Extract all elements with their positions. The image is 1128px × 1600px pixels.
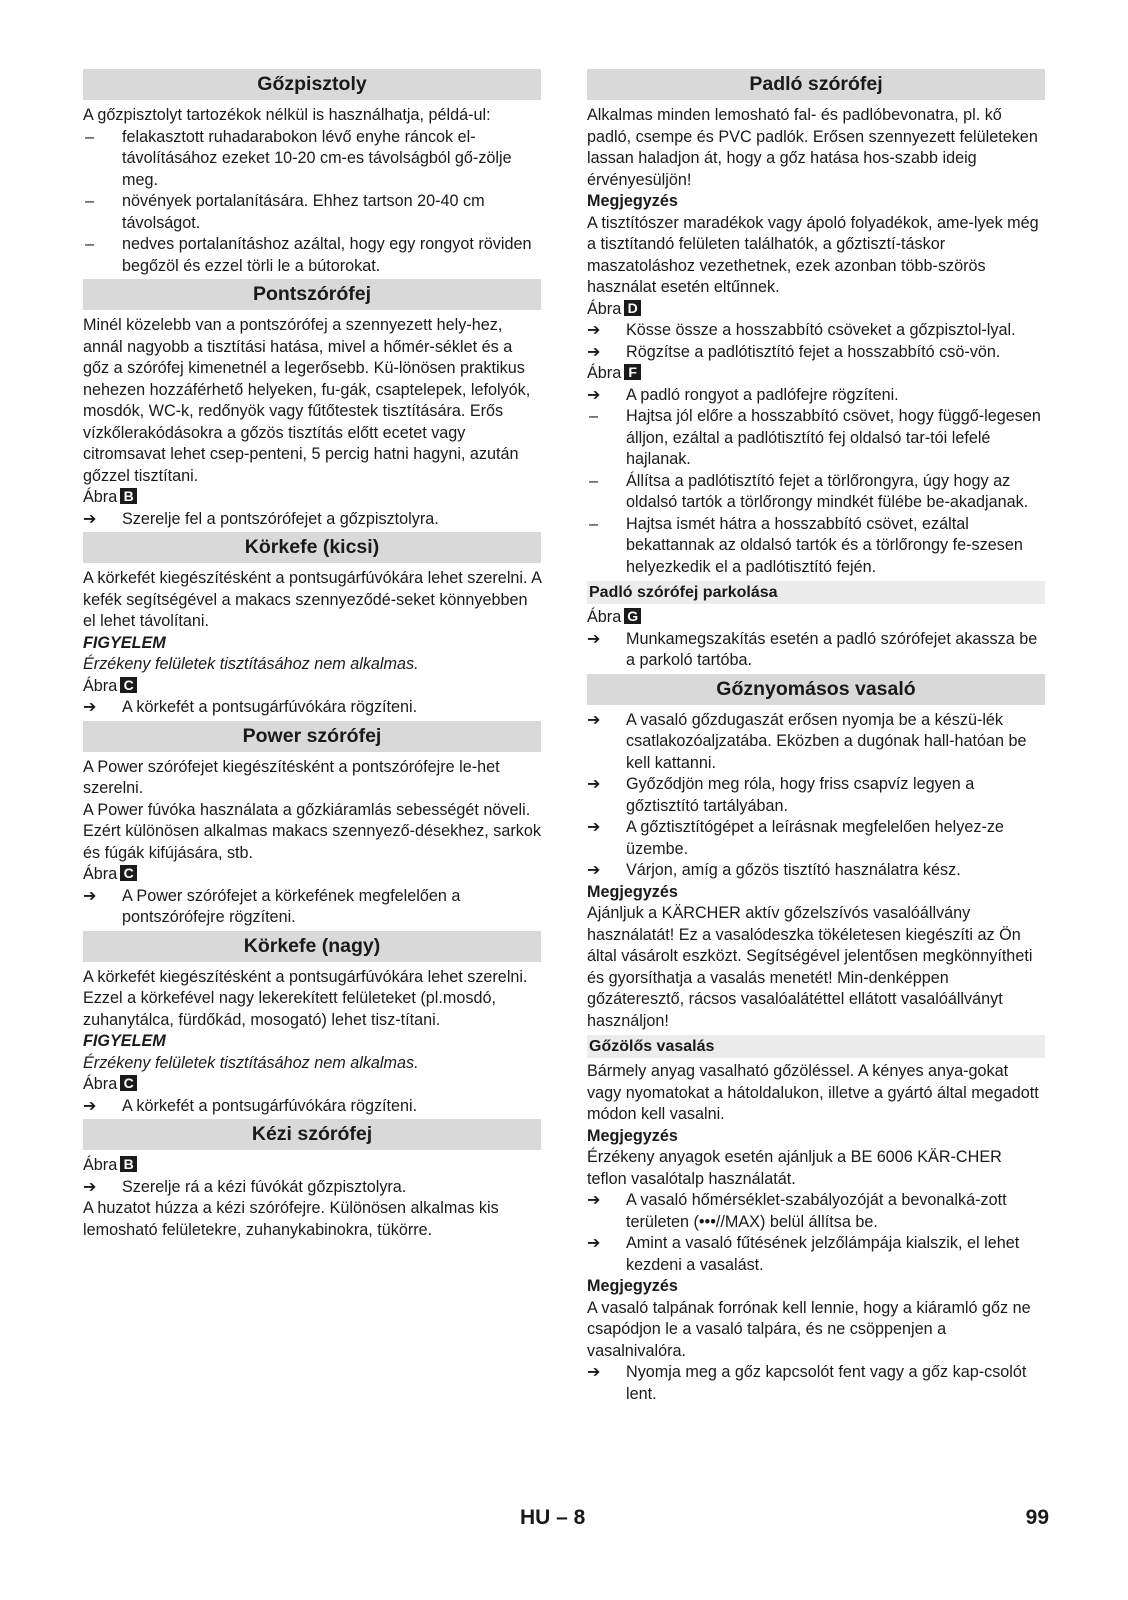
- item-text: A padló rongyot a padlófejre rögzíteni.: [626, 385, 899, 404]
- item-text: felakasztott ruhadarabokon lévő enyhe ráncok el-távolításához ezeket 10-20 cm-es távolságból gő-zölje meg.: [122, 127, 512, 189]
- instruction-step: [83, 886, 541, 929]
- instruction-step: [83, 509, 541, 531]
- instruction-step: [587, 629, 1045, 672]
- note-label: Megjegyzés: [587, 882, 678, 901]
- paragraph: A Power szórófejet kiegészítésként a pontszórófejre le-het szerelni.: [83, 757, 500, 797]
- figure-label: Ábra: [83, 676, 118, 695]
- figure-letter-badge: B: [120, 488, 137, 504]
- paragraph: Bármely anyag vasalható gőzöléssel. A kényes anya-gokat vagy nyomatokat a hátoldalukon, illetve a gyártó által megadott módon kell vasalni.: [587, 1062, 1039, 1123]
- instruction-step: [587, 1362, 1045, 1405]
- item-text: Munkamegszakítás esetén a padló szórófejet akassza be a parkoló tartóba.: [626, 629, 1038, 669]
- instruction-step: [83, 1096, 541, 1118]
- figure-label: Ábra: [83, 488, 118, 506]
- figure-reference: [83, 1074, 541, 1096]
- dash-list-item: [587, 471, 1045, 514]
- item-text: A körkefét a pontsugárfúvókára rögzíteni.: [122, 1096, 418, 1115]
- left-column: [83, 67, 541, 1241]
- paragraph: Ajánljuk a KÄRCHER aktív gőzelszívós vasalóállvány használatát! Ez a vasalódeszka tökéletesen kiegészíti az Ön által vásárolt eszközt. Segítségével jelentősen megkönnyítheti és gyorsíthatja a vasalás menetét! Min-denképpen gőzáteresztő, rácsos vasalóalátéttel ellátott vasalóállványt használjon!: [587, 904, 1033, 1030]
- figure-letter-badge: D: [624, 300, 641, 316]
- item-text: Állítsa a padlótisztító fejet a törlőrongyra, úgy hogy az oldalsó tartók a törlőrongy mindkét fülébe be-akadjanak.: [626, 471, 1029, 511]
- arrow-bullet-icon: ➔: [587, 710, 601, 729]
- arrow-bullet-icon: ➔: [587, 1363, 601, 1381]
- subsection-heading: Gőzölős vasalás: [587, 1035, 1045, 1058]
- instruction-step: [587, 320, 1045, 342]
- section-heading: Körkefe (kicsi): [83, 532, 541, 563]
- figure-reference: [587, 607, 1045, 629]
- figure-label: Ábra: [83, 865, 118, 883]
- instruction-step: [587, 817, 1045, 860]
- dash-bullet-icon: –: [85, 127, 95, 146]
- figure-label: Ábra: [587, 299, 622, 318]
- item-text: Kösse össze a hosszabbító csöveket a gőzpisztol-lyal.: [626, 321, 1016, 339]
- figure-reference: [587, 363, 1045, 385]
- arrow-bullet-icon: ➔: [587, 775, 601, 793]
- warning-label: FIGYELEM: [83, 1032, 166, 1050]
- figure-label: Ábra: [587, 364, 622, 382]
- footer-page-number: 99: [1025, 1506, 1049, 1529]
- instruction-step: [587, 342, 1045, 364]
- paragraph: A tisztítószer maradékok vagy ápoló folyadékok, ame-lyek még a tisztítandó felületen találhatók, a gőztisztí-táskor maszatoláshoz vezethetnek, ezek azonban több-szörös használat esetén eltűnnek.: [587, 213, 1039, 296]
- arrow-bullet-icon: ➔: [587, 629, 601, 648]
- arrow-bullet-icon: ➔: [587, 385, 601, 404]
- arrow-bullet-icon: ➔: [83, 1177, 97, 1196]
- footer-language-page: HU – 8: [520, 1506, 586, 1529]
- instruction-step: [587, 385, 1045, 407]
- arrow-bullet-icon: ➔: [587, 1234, 601, 1252]
- dash-bullet-icon: –: [85, 235, 95, 253]
- figure-reference: [83, 487, 541, 509]
- item-text: Amint a vasaló fűtésének jelzőlámpája kialszik, el lehet kezdeni a vasalást.: [626, 1234, 1020, 1274]
- paragraph: Érzékeny anyagok esetén ajánljuk a BE 6006 KÄR-CHER teflon vasalótalp használatát.: [587, 1148, 1002, 1188]
- note-label: Megjegyzés: [587, 192, 678, 210]
- figure-label: Ábra: [83, 1075, 118, 1093]
- figure-reference: [83, 676, 541, 698]
- item-text: nedves portalanításhoz azáltal, hogy egy rongyot röviden begőzöl és ezzel törli le a bútorokat.: [122, 235, 532, 275]
- item-text: Nyomja meg a gőz kapcsolót fent vagy a gőz kap-csolót lent.: [626, 1363, 1027, 1403]
- section-heading: Power szórófej: [83, 721, 541, 752]
- figure-letter-badge: C: [120, 677, 137, 693]
- item-text: Várjon, amíg a gőzös tisztító használatra kész.: [626, 861, 961, 879]
- item-text: Hajtsa ismét hátra a hosszabbító csövet, ezáltal bekattannak az oldalsó tartók és a törlőrongy fe-szesen helyezkedik el a padlótisztító fején.: [626, 514, 1023, 576]
- note-label: Megjegyzés: [587, 1126, 678, 1145]
- figure-letter-badge: C: [120, 865, 137, 881]
- section-heading: Gőzpisztoly: [83, 69, 541, 100]
- section-heading: Gőznyomásos vasaló: [587, 674, 1045, 705]
- right-column: [587, 67, 1045, 1405]
- figure-letter-badge: F: [624, 364, 641, 380]
- figure-reference: [83, 1155, 541, 1177]
- dash-list-item: [587, 514, 1045, 579]
- item-text: Hajtsa jól előre a hosszabbító csövet, hogy függő-legesen álljon, ezáltal a padlótisztító fej oldalsó tar-tói lefelé hajlanak.: [626, 407, 1041, 468]
- item-text: A Power szórófejet a körkefének megfelelően a pontszórófejre rögzíteni.: [122, 886, 461, 926]
- arrow-bullet-icon: ➔: [587, 321, 601, 339]
- warning-text: Érzékeny felületek tisztításához nem alkalmas.: [83, 1053, 419, 1072]
- section-heading: Kézi szórófej: [83, 1119, 541, 1150]
- dash-bullet-icon: –: [85, 192, 95, 210]
- dash-list-item: [83, 127, 541, 192]
- item-text: A körkefét a pontsugárfúvókára rögzíteni.: [122, 698, 418, 716]
- paragraph: A huzatot húzza a kézi szórófejre. Különösen alkalmas kis lemosható felületekre, zuhanykabinokra, tükörre.: [83, 1199, 499, 1239]
- section-heading: Pontszórófej: [83, 279, 541, 310]
- figure-label: Ábra: [587, 608, 622, 626]
- figure-letter-badge: B: [120, 1156, 137, 1172]
- note-label: Megjegyzés: [587, 1277, 678, 1295]
- arrow-bullet-icon: ➔: [587, 861, 601, 879]
- paragraph: A gőzpisztolyt tartozékok nélkül is használhatja, példá-ul:: [83, 106, 491, 124]
- paragraph: A Power fúvóka használata a gőzkiáramlás sebességét növeli. Ezért különösen alkalmas makacs szennyező-désekhez, sarkok és fúgák kifújására, stb.: [83, 800, 541, 862]
- dash-list-item: [83, 234, 541, 277]
- item-text: Rögzítse a padlótisztító fejet a hosszabbító csö-vön.: [626, 342, 1001, 361]
- figure-letter-badge: G: [624, 608, 641, 624]
- dash-list-item: [83, 191, 541, 234]
- dash-bullet-icon: –: [589, 471, 599, 490]
- figure-label: Ábra: [83, 1156, 118, 1174]
- item-text: Szerelje fel a pontszórófejet a gőzpisztolyra.: [122, 509, 439, 528]
- paragraph: A vasaló talpának forrónak kell lennie, hogy a kiáramló gőz ne csapódjon le a vasaló talpára, és ne csöppenjen a vasalnivalóra.: [587, 1298, 1031, 1360]
- item-text: A gőztisztítógépet a leírásnak megfelelően helyez-ze üzembe.: [626, 818, 1004, 858]
- figure-letter-badge: C: [120, 1075, 137, 1091]
- item-text: Szerelje rá a kézi fúvókát gőzpisztolyra.: [122, 1177, 407, 1196]
- item-text: A vasaló gőzdugaszát erősen nyomja be a készü-lék csatlakozóaljzatába. Eközben a dugónak hall-hatóan be kell kattanni.: [626, 710, 1027, 772]
- figure-reference: [587, 299, 1045, 321]
- instruction-step: [587, 1190, 1045, 1233]
- item-text: A vasaló hőmérséklet-szabályozóját a bevonalká-zott területen (•••//MAX) belül állítsa be.: [626, 1191, 1007, 1231]
- arrow-bullet-icon: ➔: [587, 342, 601, 361]
- paragraph: Alkalmas minden lemosható fal- és padlóbevonatra, pl. kő padló, csempe és PVC padlók. Erősen szennyezett felületeken lassan haladjon át, hogy a gőz hatása hos-szabb ideig érvényesüljön!: [587, 106, 1038, 189]
- item-text: növények portalanítására. Ehhez tartson 20-40 cm távolságot.: [122, 192, 485, 232]
- instruction-step: [83, 697, 541, 719]
- arrow-bullet-icon: ➔: [587, 1191, 601, 1209]
- warning-label: FIGYELEM: [83, 633, 166, 652]
- arrow-bullet-icon: ➔: [587, 818, 601, 836]
- item-text: Győződjön meg róla, hogy friss csapvíz legyen a gőztisztító tartályában.: [626, 775, 975, 815]
- section-heading: Padló szórófej: [587, 69, 1045, 100]
- instruction-step: [587, 710, 1045, 775]
- instruction-step: [587, 774, 1045, 817]
- paragraph: A körkefét kiegészítésként a pontsugárfúvókára lehet szerelni. Ezzel a körkefével nagy lekerekített felületeket (pl.mosdó, zuhanytálca, fürdőkád, mosogató) lehet tisz-títani.: [83, 967, 528, 1029]
- instruction-step: [587, 1233, 1045, 1276]
- paragraph: A körkefét kiegészítésként a pontsugárfúvókára lehet szerelni. A kefék segítségével a makacs szennyeződé-seket könnyebben el lehet távolítani.: [83, 569, 542, 630]
- figure-reference: [83, 864, 541, 886]
- arrow-bullet-icon: ➔: [83, 698, 97, 716]
- arrow-bullet-icon: ➔: [83, 509, 97, 528]
- instruction-step: [83, 1177, 541, 1199]
- warning-text: Érzékeny felületek tisztításához nem alkalmas.: [83, 655, 419, 673]
- dash-bullet-icon: –: [589, 407, 599, 425]
- dash-list-item: [587, 406, 1045, 471]
- instruction-step: [587, 860, 1045, 882]
- paragraph: Minél közelebb van a pontszórófej a szennyezett hely-hez, annál nagyobb a tisztítási hatása, mivel a hőmér-séklet és a gőz a szórófej kimenetnél a legerősebb. Kü-lönösen praktikus nehezen hozzáférhető helyeken, fu-gák, csaptelepek, lefolyók, mosdók, WC-k, redőnyök vagy fűtőtestek tisztítására. Erős vízkőlerakódásokra a gőzös tisztítás előtt ecetet vagy citromsavat lehet csep-penteni, 5 percig hatni hagyni, azután gőzzel tisztítani.: [83, 316, 531, 485]
- section-heading: Körkefe (nagy): [83, 931, 541, 962]
- dash-bullet-icon: –: [589, 514, 599, 533]
- subsection-heading: Padló szórófej parkolása: [587, 581, 1045, 604]
- arrow-bullet-icon: ➔: [83, 886, 97, 905]
- arrow-bullet-icon: ➔: [83, 1096, 97, 1115]
